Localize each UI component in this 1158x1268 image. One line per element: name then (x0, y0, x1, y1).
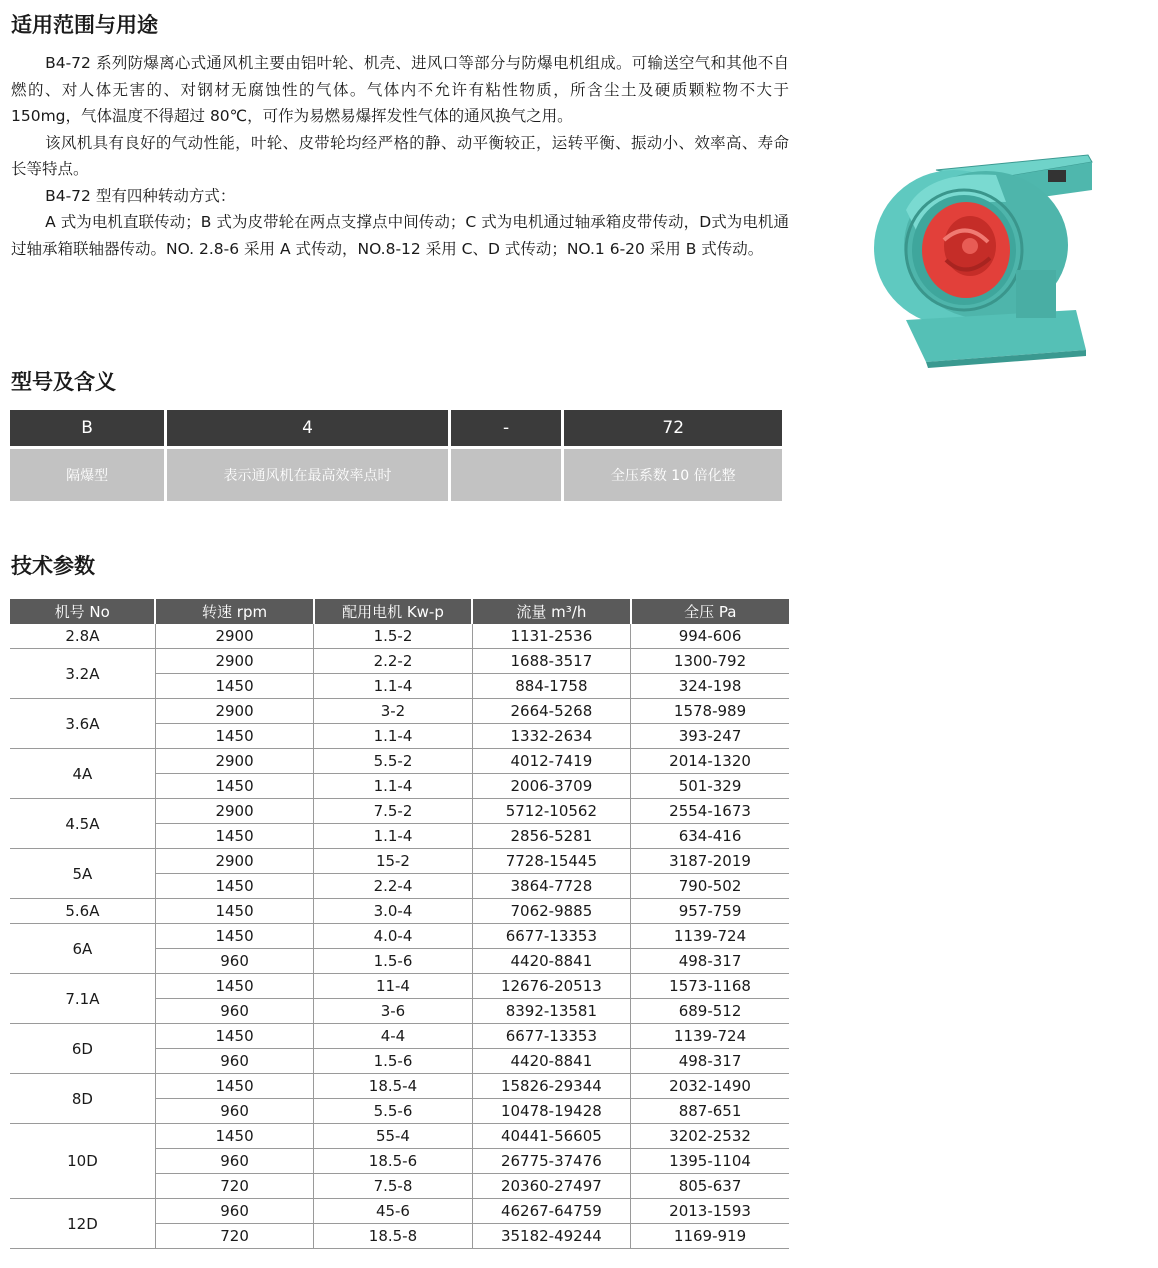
param-cell: 1578-989 (631, 699, 789, 724)
param-cell: 2900 (155, 699, 313, 724)
param-cell: 1450 (155, 924, 313, 949)
fan-nameplate (1048, 170, 1066, 182)
param-cell: 18.5-6 (314, 1149, 472, 1174)
usage-paragraph: 该风机具有良好的气动性能，叶轮、皮带轮均经严格的静、动平衡较正，运转平衡、振动小、效率高、寿命长等特点。 (11, 133, 789, 178)
model-meaning-cell: 全压系数 10 倍化整 (564, 446, 782, 501)
model-number-cell: 6A (10, 924, 155, 974)
param-cell: 689-512 (631, 999, 789, 1024)
param-cell: 1450 (155, 774, 313, 799)
param-cell: 12676-20513 (472, 974, 630, 999)
param-cell: 790-502 (631, 874, 789, 899)
param-cell: 1.1-4 (314, 824, 472, 849)
param-cell: 40441-56605 (472, 1124, 630, 1149)
model-number-cell: 3.6A (10, 699, 155, 749)
param-cell: 960 (155, 1049, 313, 1074)
param-cell: 15826-29344 (472, 1074, 630, 1099)
model-meaning-row (10, 446, 782, 501)
table-row (10, 1074, 789, 1099)
param-cell: 1300-792 (631, 649, 789, 674)
param-cell: 1332-2634 (472, 724, 630, 749)
params-header-row (10, 599, 789, 624)
param-cell: 1139-724 (631, 924, 789, 949)
model-code-row (10, 410, 782, 446)
table-row (10, 1024, 789, 1049)
param-cell: 960 (155, 1149, 313, 1174)
param-cell: 5712-10562 (472, 799, 630, 824)
param-cell: 2664-5268 (472, 699, 630, 724)
model-number-cell: 10D (10, 1124, 155, 1199)
param-cell: 393-247 (631, 724, 789, 749)
table-row (10, 699, 789, 724)
param-cell: 4420-8841 (472, 1049, 630, 1074)
param-cell: 805-637 (631, 1174, 789, 1199)
param-cell: 994-606 (631, 624, 789, 649)
model-number-cell: 3.2A (10, 649, 155, 699)
table-row (10, 899, 789, 924)
table-row (10, 1124, 789, 1149)
model-number-cell: 5.6A (10, 899, 155, 924)
param-cell: 15-2 (314, 849, 472, 874)
param-cell: 3864-7728 (472, 874, 630, 899)
model-code-cell: B (10, 410, 164, 446)
param-cell: 3202-2532 (631, 1124, 789, 1149)
table-row (10, 849, 789, 874)
model-meaning-cell: 隔爆型 (10, 446, 164, 501)
param-cell: 2.2-4 (314, 874, 472, 899)
param-cell: 2856-5281 (472, 824, 630, 849)
param-cell: 10478-19428 (472, 1099, 630, 1124)
param-cell: 1450 (155, 974, 313, 999)
param-cell: 2.2-2 (314, 649, 472, 674)
param-cell: 6677-13353 (472, 924, 630, 949)
param-cell: 5.5-6 (314, 1099, 472, 1124)
usage-section-title: 适用范围与用途 (11, 13, 158, 37)
model-number-cell: 4.5A (10, 799, 155, 849)
params-header-cell: 转速 rpm (155, 599, 313, 624)
model-number-cell: 4A (10, 749, 155, 799)
param-cell: 1.1-4 (314, 724, 472, 749)
param-cell: 1450 (155, 674, 313, 699)
param-cell: 2900 (155, 849, 313, 874)
param-cell: 4.0-4 (314, 924, 472, 949)
param-cell: 6677-13353 (472, 1024, 630, 1049)
param-cell: 960 (155, 949, 313, 974)
param-cell: 887-651 (631, 1099, 789, 1124)
param-cell: 18.5-4 (314, 1074, 472, 1099)
model-number-cell: 5A (10, 849, 155, 899)
model-code-cell: 72 (564, 410, 782, 446)
param-cell: 55-4 (314, 1124, 472, 1149)
param-cell: 1.1-4 (314, 774, 472, 799)
param-cell: 1450 (155, 1124, 313, 1149)
table-row (10, 799, 789, 824)
param-cell: 1.5-2 (314, 624, 472, 649)
param-cell: 1.1-4 (314, 674, 472, 699)
param-cell: 7062-9885 (472, 899, 630, 924)
param-cell: 720 (155, 1174, 313, 1199)
model-number-cell: 2.8A (10, 624, 155, 649)
param-cell: 498-317 (631, 1049, 789, 1074)
param-cell: 2013-1593 (631, 1199, 789, 1224)
param-cell: 1450 (155, 724, 313, 749)
model-number-cell: 8D (10, 1074, 155, 1124)
params-header-cell: 全压 Pa (631, 599, 789, 624)
param-cell: 26775-37476 (472, 1149, 630, 1174)
param-cell: 501-329 (631, 774, 789, 799)
param-cell: 1450 (155, 824, 313, 849)
param-cell: 7728-15445 (472, 849, 630, 874)
table-row (10, 649, 789, 674)
model-number-cell: 6D (10, 1024, 155, 1074)
param-cell: 1450 (155, 1074, 313, 1099)
param-cell: 2900 (155, 649, 313, 674)
usage-paragraphs (11, 50, 789, 262)
param-cell: 1450 (155, 1024, 313, 1049)
param-cell: 20360-27497 (472, 1174, 630, 1199)
param-cell: 2014-1320 (631, 749, 789, 774)
param-cell: 3.0-4 (314, 899, 472, 924)
params-header-cell: 配用电机 Kw-p (314, 599, 472, 624)
params-body (10, 624, 789, 1249)
fan-product-image (866, 150, 1098, 368)
model-section-title: 型号及含义 (11, 370, 116, 394)
param-cell: 4420-8841 (472, 949, 630, 974)
param-cell: 1688-3517 (472, 649, 630, 674)
param-cell: 2554-1673 (631, 799, 789, 824)
table-row (10, 749, 789, 774)
param-cell: 1395-1104 (631, 1149, 789, 1174)
param-cell: 3-2 (314, 699, 472, 724)
param-cell: 8392-13581 (472, 999, 630, 1024)
param-cell: 1450 (155, 874, 313, 899)
param-cell: 4-4 (314, 1024, 472, 1049)
param-cell: 35182-49244 (472, 1224, 630, 1249)
usage-paragraph: B4-72 系列防爆离心式通风机主要由铝叶轮、机壳、进风口等部分与防爆电机组成。可输送空气和其他不自燃的、对人体无害的、对钢材无腐蚀性的气体。气体内不允许有粘性物质，所含尘土及硬质颗粒物不大于150mg，气体温度不得超过 80℃，可作为易燃易爆挥发性气体的通风换气之用。 (11, 54, 789, 125)
param-cell: 1169-919 (631, 1224, 789, 1249)
param-cell: 7.5-8 (314, 1174, 472, 1199)
param-cell: 634-416 (631, 824, 789, 849)
usage-paragraph: A 式为电机直联传动；B 式为皮带轮在两点支撑点中间传动；C 式为电机通过轴承箱皮带传动，D式为电机通过轴承箱联轴器传动。NO. 2.8-6 采用 A 式传动，NO.8-12 采用 C、D 式传动；NO.1 6-20 采用 B 式传动。 (11, 213, 789, 258)
param-cell: 45-6 (314, 1199, 472, 1224)
param-cell: 1131-2536 (472, 624, 630, 649)
usage-paragraph: B4-72 型有四种转动方式： (45, 186, 236, 205)
param-cell: 18.5-8 (314, 1224, 472, 1249)
params-header-cell: 流量 m³/h (472, 599, 630, 624)
param-cell: 11-4 (314, 974, 472, 999)
param-cell: 960 (155, 1199, 313, 1224)
param-cell: 960 (155, 999, 313, 1024)
param-cell: 960 (155, 1099, 313, 1124)
table-row (10, 624, 789, 649)
param-cell: 2900 (155, 799, 313, 824)
model-meaning-cell: 表示通风机在最高效率点时 (167, 446, 448, 501)
model-number-cell: 7.1A (10, 974, 155, 1024)
model-number-cell: 12D (10, 1199, 155, 1249)
param-cell: 957-759 (631, 899, 789, 924)
param-cell: 720 (155, 1224, 313, 1249)
param-cell: 2032-1490 (631, 1074, 789, 1099)
technical-params-table (10, 599, 789, 1249)
param-cell: 1573-1168 (631, 974, 789, 999)
param-cell: 5.5-2 (314, 749, 472, 774)
params-header-cell: 机号 No (10, 599, 155, 624)
param-cell: 2900 (155, 749, 313, 774)
param-cell: 1139-724 (631, 1024, 789, 1049)
param-cell: 498-317 (631, 949, 789, 974)
model-meaning-cell (451, 446, 562, 501)
param-cell: 884-1758 (472, 674, 630, 699)
model-code-cell: - (451, 410, 562, 446)
param-cell: 1.5-6 (314, 1049, 472, 1074)
table-row (10, 974, 789, 999)
param-cell: 4012-7419 (472, 749, 630, 774)
param-cell: 46267-64759 (472, 1199, 630, 1224)
param-cell: 2900 (155, 624, 313, 649)
param-cell: 3-6 (314, 999, 472, 1024)
param-cell: 7.5-2 (314, 799, 472, 824)
param-cell: 324-198 (631, 674, 789, 699)
param-cell: 3187-2019 (631, 849, 789, 874)
param-cell: 2006-3709 (472, 774, 630, 799)
table-row (10, 924, 789, 949)
model-code-cell: 4 (167, 410, 448, 446)
params-section-title: 技术参数 (11, 554, 95, 578)
table-row (10, 1199, 789, 1224)
model-meaning-table (7, 410, 785, 501)
param-cell: 1.5-6 (314, 949, 472, 974)
param-cell: 1450 (155, 899, 313, 924)
